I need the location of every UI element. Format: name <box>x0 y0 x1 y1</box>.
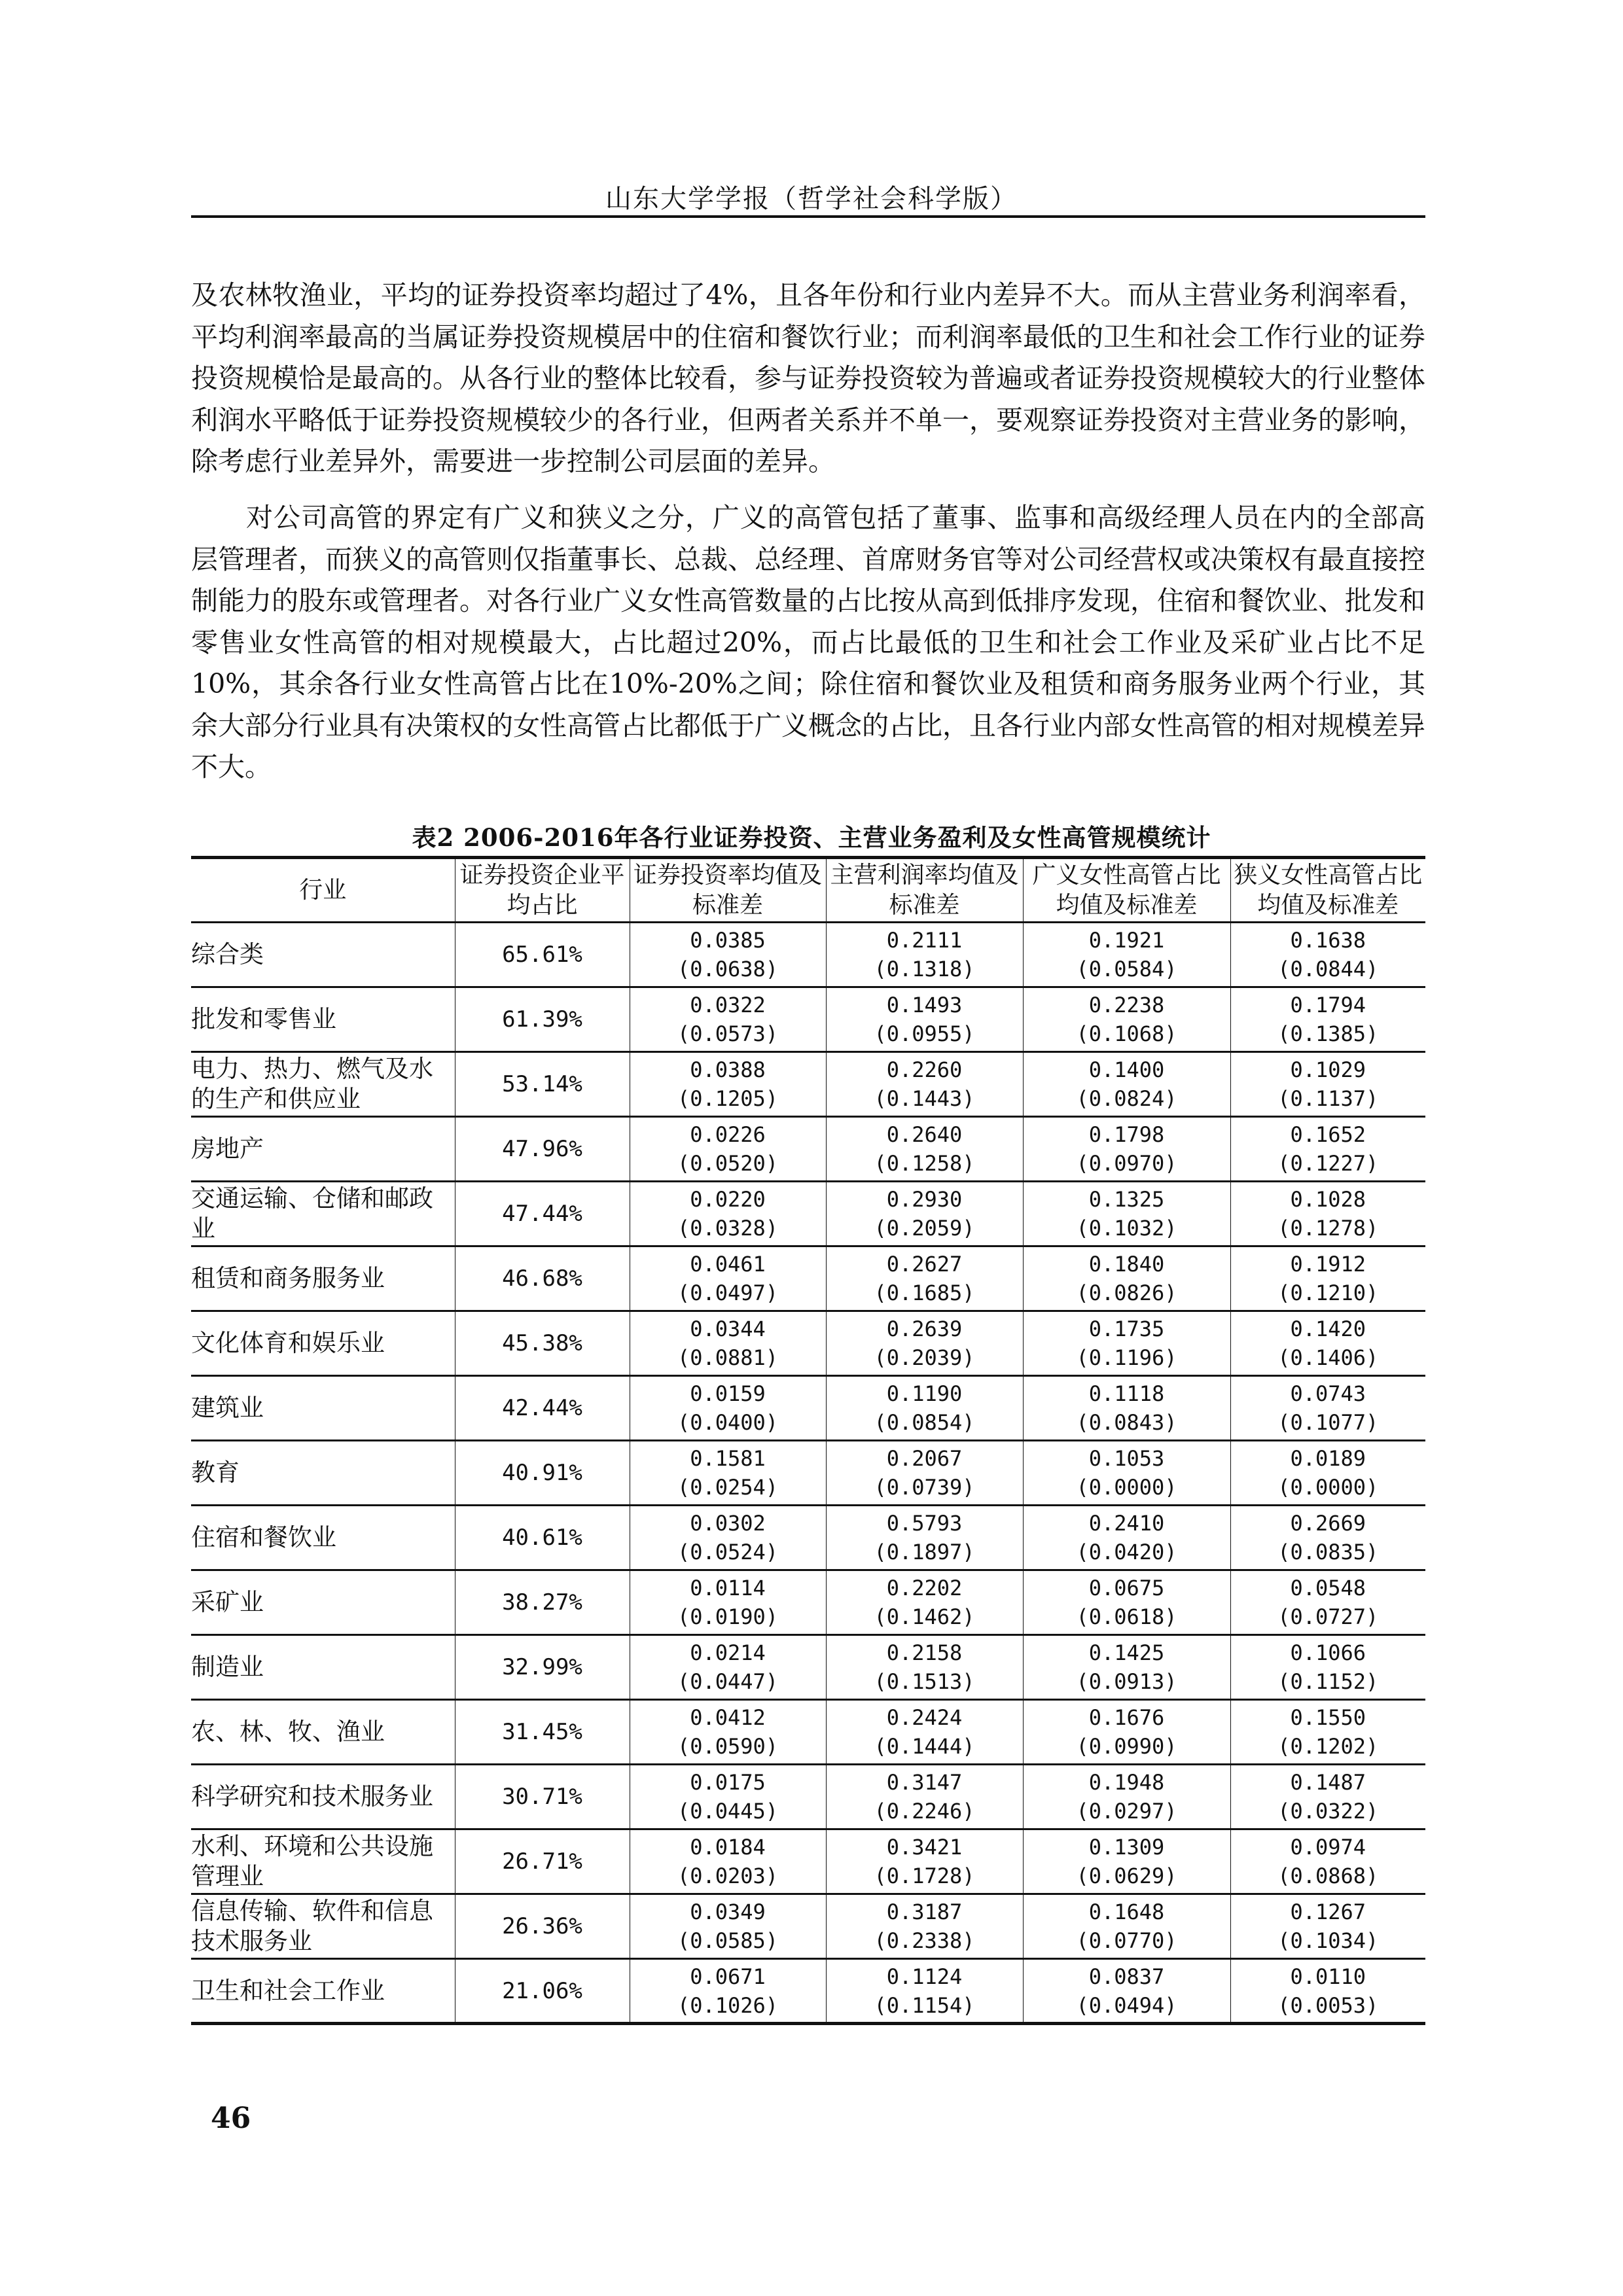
std-dev-value: (0.1897) <box>874 1540 975 1564</box>
std-dev-value: (0.0955) <box>874 1021 975 1046</box>
table-row <box>191 1894 1425 1959</box>
securities-rate-cell <box>630 1506 826 1570</box>
profit-rate-cell <box>826 1635 1023 1700</box>
profit-rate-cell <box>826 1506 1023 1570</box>
mean-value: 0.1124 <box>886 1964 963 1989</box>
narrow-female-exec-cell <box>1230 1182 1425 1246</box>
page-number: 46 <box>211 2102 251 2135</box>
securities-share: 47.44% <box>455 1182 630 1246</box>
narrow-female-exec-cell <box>1230 1376 1425 1441</box>
std-dev-value: (0.1154) <box>874 1992 975 2018</box>
header-rule <box>191 215 1425 218</box>
mean-value: 0.1550 <box>1290 1705 1366 1730</box>
column-header-industry: 行业 <box>191 858 455 923</box>
column-header-narrow-female-exec: 狭义女性高管占比均值及标准差 <box>1230 858 1425 923</box>
std-dev-value: (0.0844) <box>1277 957 1379 981</box>
std-dev-value: (0.1077) <box>1277 1410 1379 1435</box>
mean-value: 0.1420 <box>1290 1316 1366 1341</box>
industry-name: 交通运输、仓储和邮政业 <box>191 1182 455 1246</box>
mean-value: 0.1840 <box>1088 1252 1165 1277</box>
mean-value: 0.0388 <box>690 1057 766 1082</box>
industry-stats-table <box>191 856 1425 2025</box>
std-dev-value: (0.0203) <box>677 1863 779 1888</box>
broad-female-exec-cell <box>1023 1635 1230 1700</box>
broad-female-exec-cell <box>1023 1052 1230 1117</box>
narrow-female-exec-cell <box>1230 1765 1425 1829</box>
broad-female-exec-cell <box>1023 1506 1230 1570</box>
narrow-female-exec-cell <box>1230 1311 1425 1376</box>
mean-value: 0.3421 <box>886 1835 963 1860</box>
mean-value: 0.1948 <box>1088 1770 1165 1795</box>
profit-rate-cell <box>826 1117 1023 1182</box>
mean-value: 0.1581 <box>690 1446 766 1471</box>
table-row <box>191 1182 1425 1246</box>
mean-value: 0.1400 <box>1088 1057 1165 1082</box>
mean-value: 0.1118 <box>1088 1381 1165 1406</box>
mean-value: 0.3187 <box>886 1899 963 1924</box>
std-dev-value: (0.1034) <box>1277 1928 1379 1953</box>
table-row <box>191 987 1425 1052</box>
broad-female-exec-cell <box>1023 1959 1230 2024</box>
mean-value: 0.1493 <box>886 993 963 1017</box>
securities-share: 40.61% <box>455 1506 630 1570</box>
mean-value: 0.1190 <box>886 1381 963 1406</box>
mean-value: 0.1652 <box>1290 1122 1366 1147</box>
mean-value: 0.2410 <box>1088 1511 1165 1536</box>
securities-share: 32.99% <box>455 1635 630 1700</box>
securities-share: 53.14% <box>455 1052 630 1117</box>
industry-name: 房地产 <box>191 1117 455 1182</box>
std-dev-value: (0.1406) <box>1277 1345 1379 1370</box>
std-dev-value: (0.1513) <box>874 1669 975 1694</box>
table-row <box>191 1959 1425 2024</box>
profit-rate-cell <box>826 1829 1023 1894</box>
profit-rate-cell <box>826 1765 1023 1829</box>
std-dev-value: (0.0254) <box>677 1475 779 1500</box>
std-dev-value: (0.0727) <box>1277 1604 1379 1629</box>
std-dev-value: (0.1137) <box>1277 1086 1379 1111</box>
table-row <box>191 1700 1425 1765</box>
securities-rate-cell <box>630 1117 826 1182</box>
mean-value: 0.0743 <box>1290 1381 1366 1406</box>
mean-value: 0.0114 <box>690 1576 766 1600</box>
std-dev-value: (0.0497) <box>677 1280 779 1305</box>
mean-value: 0.2238 <box>1088 993 1165 1017</box>
std-dev-value: (0.1210) <box>1277 1280 1379 1305</box>
profit-rate-cell <box>826 1311 1023 1376</box>
mean-value: 0.0675 <box>1088 1576 1165 1600</box>
mean-value: 0.1487 <box>1290 1770 1366 1795</box>
mean-value: 0.5793 <box>886 1511 963 1536</box>
industry-name: 科学研究和技术服务业 <box>191 1765 455 1829</box>
table-row <box>191 1829 1425 1894</box>
profit-rate-cell <box>826 1570 1023 1635</box>
mean-value: 0.1921 <box>1088 928 1165 953</box>
mean-value: 0.0548 <box>1290 1576 1366 1600</box>
mean-value: 0.0349 <box>690 1899 766 1924</box>
industry-name: 批发和零售业 <box>191 987 455 1052</box>
securities-share: 45.38% <box>455 1311 630 1376</box>
industry-name: 租赁和商务服务业 <box>191 1246 455 1311</box>
mean-value: 0.0671 <box>690 1964 766 1989</box>
mean-value: 0.2930 <box>886 1187 963 1212</box>
mean-value: 0.1029 <box>1290 1057 1366 1082</box>
securities-rate-cell <box>630 1376 826 1441</box>
mean-value: 0.1425 <box>1088 1640 1165 1665</box>
industry-name: 农、林、牧、渔业 <box>191 1700 455 1765</box>
narrow-female-exec-cell <box>1230 987 1425 1052</box>
std-dev-value: (0.1685) <box>874 1280 975 1305</box>
securities-rate-cell <box>630 1311 826 1376</box>
securities-rate-cell <box>630 1182 826 1246</box>
industry-name: 住宿和餐饮业 <box>191 1506 455 1570</box>
std-dev-value: (0.2246) <box>874 1799 975 1824</box>
std-dev-value: (0.0970) <box>1076 1151 1177 1176</box>
std-dev-value: (0.0322) <box>1277 1799 1379 1824</box>
std-dev-value: (0.0854) <box>874 1410 975 1435</box>
paragraph-text: 对公司高管的界定有广义和狭义之分，广义的高管包括了董事、监事和高级经理人员在内的全部高层管理者，而狭义的高管则仅指董事长、总裁、总经理、首席财务官等对公司经营权或决策权有最直接控制能力的股东或管理者。对各行业广义女性高管数量的占比按从高到低排序发现，住宿和餐饮业、批发和零售业女性高管的相对规模最大，占比超过20%，而占比最低的卫生和社会工作业及采矿业占比不足10%，其余各行业女性高管占比在10%-20%之间；除住宿和餐饮业及租赁和商务服务业两个行业，其余大部分行业具有决策权的女性高管占比都低于广义概念的占比，且各行业内部女性高管的相对规模差异不大。 <box>191 502 1425 783</box>
broad-female-exec-cell <box>1023 1376 1230 1441</box>
std-dev-value: (0.0053) <box>1277 1992 1379 2018</box>
mean-value: 0.2111 <box>886 928 963 953</box>
securities-share: 31.45% <box>455 1700 630 1765</box>
std-dev-value: (0.0447) <box>677 1669 779 1694</box>
mean-value: 0.1676 <box>1088 1705 1165 1730</box>
running-head: 山东大学学报（哲学社会科学版） <box>605 184 1018 214</box>
std-dev-value: (0.1258) <box>874 1151 975 1176</box>
body-paragraph-2 <box>191 497 1425 788</box>
securities-rate-cell <box>630 1959 826 2024</box>
std-dev-value: (0.0400) <box>677 1410 779 1435</box>
table-row <box>191 1246 1425 1311</box>
std-dev-value: (0.1728) <box>874 1863 975 1888</box>
securities-share: 26.36% <box>455 1894 630 1959</box>
std-dev-value: (0.0913) <box>1076 1669 1177 1694</box>
mean-value: 0.0184 <box>690 1835 766 1860</box>
std-dev-value: (0.0000) <box>1076 1475 1177 1500</box>
industry-name: 采矿业 <box>191 1570 455 1635</box>
mean-value: 0.0837 <box>1088 1964 1165 1989</box>
securities-rate-cell <box>630 1246 826 1311</box>
std-dev-value: (0.0585) <box>677 1928 779 1953</box>
mean-value: 0.2627 <box>886 1252 963 1277</box>
mean-value: 0.0302 <box>690 1511 766 1536</box>
industry-name: 综合类 <box>191 940 264 968</box>
table-body <box>191 923 1425 2024</box>
broad-female-exec-cell <box>1023 1700 1230 1765</box>
std-dev-value: (0.0590) <box>677 1734 779 1759</box>
securities-share: 42.44% <box>455 1376 630 1441</box>
mean-value: 0.1028 <box>1290 1187 1366 1212</box>
mean-value: 0.0344 <box>690 1316 766 1341</box>
industry-name: 卫生和社会工作业 <box>191 1959 455 2024</box>
std-dev-value: (0.1278) <box>1277 1216 1379 1241</box>
securities-share: 30.71% <box>455 1765 630 1829</box>
mean-value: 0.2424 <box>886 1705 963 1730</box>
table-caption: 表2 2006-2016年各行业证券投资、主营业务盈利及女性高管规模统计 <box>412 823 1211 852</box>
table-row <box>191 1311 1425 1376</box>
industry-name: 信息传输、软件和信息技术服务业 <box>191 1894 455 1959</box>
mean-value: 0.0385 <box>690 928 766 953</box>
narrow-female-exec-cell <box>1230 1246 1425 1311</box>
std-dev-value: (0.0843) <box>1076 1410 1177 1435</box>
std-dev-value: (0.0826) <box>1076 1280 1177 1305</box>
securities-rate-cell <box>630 1441 826 1506</box>
narrow-female-exec-cell <box>1230 1635 1425 1700</box>
std-dev-value: (0.0584) <box>1076 957 1177 981</box>
std-dev-value: (0.2039) <box>874 1345 975 1370</box>
mean-value: 0.3147 <box>886 1770 963 1795</box>
broad-female-exec-cell <box>1023 1765 1230 1829</box>
profit-rate-cell <box>826 1441 1023 1506</box>
profit-rate-cell <box>826 1246 1023 1311</box>
table-row <box>191 1376 1425 1441</box>
profit-rate-cell <box>826 1959 1023 2024</box>
profit-rate-cell <box>826 1182 1023 1246</box>
broad-female-exec-cell <box>1023 1570 1230 1635</box>
industry-name: 制造业 <box>191 1635 455 1700</box>
mean-value: 0.0220 <box>690 1187 766 1212</box>
std-dev-value: (0.2338) <box>874 1928 975 1953</box>
mean-value: 0.1794 <box>1290 993 1366 1017</box>
std-dev-value: (0.1202) <box>1277 1734 1379 1759</box>
std-dev-value: (0.0990) <box>1076 1734 1177 1759</box>
securities-rate-cell <box>630 1052 826 1117</box>
std-dev-value: (0.0420) <box>1076 1540 1177 1564</box>
securities-rate-cell <box>630 1570 826 1635</box>
mean-value: 0.1912 <box>1290 1252 1366 1277</box>
mean-value: 0.0322 <box>690 993 766 1017</box>
industry-name: 教育 <box>191 1441 455 1506</box>
table-row <box>191 1570 1425 1635</box>
securities-rate-cell <box>630 923 826 987</box>
std-dev-value: (0.0835) <box>1277 1540 1379 1564</box>
column-header-securities-rate: 证券投资率均值及标准差 <box>630 858 826 923</box>
std-dev-value: (0.1196) <box>1076 1345 1177 1370</box>
std-dev-value: (0.2059) <box>874 1216 975 1241</box>
mean-value: 0.0226 <box>690 1122 766 1147</box>
securities-rate-cell <box>630 1700 826 1765</box>
broad-female-exec-cell <box>1023 1311 1230 1376</box>
mean-value: 0.2640 <box>886 1122 963 1147</box>
std-dev-value: (0.0868) <box>1277 1863 1379 1888</box>
table-row <box>191 1635 1425 1700</box>
body-paragraph-1 <box>191 275 1425 483</box>
std-dev-value: (0.0881) <box>677 1345 779 1370</box>
mean-value: 0.1735 <box>1088 1316 1165 1341</box>
securities-share: 65.61% <box>455 923 630 987</box>
profit-rate-cell <box>826 987 1023 1052</box>
broad-female-exec-cell <box>1023 1246 1230 1311</box>
std-dev-value: (0.1068) <box>1076 1021 1177 1046</box>
std-dev-value: (0.1318) <box>874 957 975 981</box>
profit-rate-cell <box>826 1700 1023 1765</box>
mean-value: 0.0175 <box>690 1770 766 1795</box>
std-dev-value: (0.1227) <box>1277 1151 1379 1176</box>
column-header-share: 证券投资企业平均占比 <box>455 858 630 923</box>
narrow-female-exec-cell <box>1230 1570 1425 1635</box>
std-dev-value: (0.1026) <box>677 1992 779 2018</box>
broad-female-exec-cell <box>1023 1182 1230 1246</box>
industry-name: 建筑业 <box>191 1376 455 1441</box>
securities-share: 61.39% <box>455 987 630 1052</box>
securities-share: 38.27% <box>455 1570 630 1635</box>
securities-share: 46.68% <box>455 1246 630 1311</box>
paragraph-text: 及农林牧渔业，平均的证券投资率均超过了4%，且各年份和行业内差异不大。而从主营业务利润率看，平均利润率最高的当属证券投资规模居中的住宿和餐饮行业；而利润率最低的卫生和社会工作行业的证券投资规模恰是最高的。从各行业的整体比较看，参与证券投资较为普遍或者证券投资规模较大的行业整体利润水平略低于证券投资规模较少的各行业，但两者关系并不单一，要观察证券投资对主营业务的影响，除考虑行业差异外，需要进一步控制公司层面的差异。 <box>191 279 1425 477</box>
table-row <box>191 1117 1425 1182</box>
table-row <box>191 1765 1425 1829</box>
securities-rate-cell <box>630 1829 826 1894</box>
securities-share: 26.71% <box>455 1829 630 1894</box>
std-dev-value: (0.0573) <box>677 1021 779 1046</box>
table-row <box>191 923 1425 987</box>
securities-rate-cell <box>630 1635 826 1700</box>
narrow-female-exec-cell <box>1230 1117 1425 1182</box>
std-dev-value: (0.1443) <box>874 1086 975 1111</box>
mean-value: 0.1309 <box>1088 1835 1165 1860</box>
securities-rate-cell <box>630 1894 826 1959</box>
mean-value: 0.0159 <box>690 1381 766 1406</box>
industry-name: 文化体育和娱乐业 <box>191 1311 455 1376</box>
std-dev-value: (0.0629) <box>1076 1863 1177 1888</box>
std-dev-value: (0.0520) <box>677 1151 779 1176</box>
std-dev-value: (0.0638) <box>677 957 779 981</box>
mean-value: 0.1267 <box>1290 1899 1366 1924</box>
broad-female-exec-cell <box>1023 1829 1230 1894</box>
mean-value: 0.0214 <box>690 1640 766 1665</box>
mean-value: 0.1325 <box>1088 1187 1165 1212</box>
std-dev-value: (0.0770) <box>1076 1928 1177 1953</box>
mean-value: 0.2639 <box>886 1316 963 1341</box>
std-dev-value: (0.0524) <box>677 1540 779 1564</box>
mean-value: 0.1648 <box>1088 1899 1165 1924</box>
std-dev-value: (0.1385) <box>1277 1021 1379 1046</box>
std-dev-value: (0.0618) <box>1076 1604 1177 1629</box>
std-dev-value: (0.0445) <box>677 1799 779 1824</box>
industry-name: 水利、环境和公共设施管理业 <box>191 1829 455 1894</box>
std-dev-value: (0.0824) <box>1076 1086 1177 1111</box>
std-dev-value: (0.1462) <box>874 1604 975 1629</box>
securities-share: 21.06% <box>455 1959 630 2024</box>
profit-rate-cell <box>826 1894 1023 1959</box>
narrow-female-exec-cell <box>1230 1506 1425 1570</box>
mean-value: 0.0412 <box>690 1705 766 1730</box>
profit-rate-cell <box>826 923 1023 987</box>
std-dev-value: (0.0297) <box>1076 1799 1177 1824</box>
mean-value: 0.2202 <box>886 1576 963 1600</box>
table-row <box>191 1441 1425 1506</box>
mean-value: 0.0189 <box>1290 1446 1366 1471</box>
mean-value: 0.1638 <box>1290 928 1366 953</box>
std-dev-value: (0.1205) <box>677 1086 779 1111</box>
mean-value: 0.0461 <box>690 1252 766 1277</box>
broad-female-exec-cell <box>1023 1894 1230 1959</box>
narrow-female-exec-cell <box>1230 1441 1425 1506</box>
narrow-female-exec-cell <box>1230 1829 1425 1894</box>
securities-share: 40.91% <box>455 1441 630 1506</box>
narrow-female-exec-cell <box>1230 1700 1425 1765</box>
broad-female-exec-cell <box>1023 923 1230 987</box>
profit-rate-cell <box>826 1052 1023 1117</box>
std-dev-value: (0.0739) <box>874 1475 975 1500</box>
broad-female-exec-cell <box>1023 1441 1230 1506</box>
securities-rate-cell <box>630 987 826 1052</box>
table-header-row <box>191 858 1425 923</box>
std-dev-value: (0.0328) <box>677 1216 779 1241</box>
broad-female-exec-cell <box>1023 1117 1230 1182</box>
narrow-female-exec-cell <box>1230 923 1425 987</box>
securities-share: 47.96% <box>455 1117 630 1182</box>
std-dev-value: (0.1152) <box>1277 1669 1379 1694</box>
mean-value: 0.1798 <box>1088 1122 1165 1147</box>
mean-value: 0.2260 <box>886 1057 963 1082</box>
broad-female-exec-cell <box>1023 987 1230 1052</box>
std-dev-value: (0.0190) <box>677 1604 779 1629</box>
std-dev-value: (0.1444) <box>874 1734 975 1759</box>
column-header-profit-rate: 主营利润率均值及标准差 <box>826 858 1023 923</box>
mean-value: 0.0974 <box>1290 1835 1366 1860</box>
std-dev-value: (0.1032) <box>1076 1216 1177 1241</box>
mean-value: 0.1066 <box>1290 1640 1366 1665</box>
narrow-female-exec-cell <box>1230 1894 1425 1959</box>
mean-value: 0.2669 <box>1290 1511 1366 1536</box>
mean-value: 0.1053 <box>1088 1446 1165 1471</box>
profit-rate-cell <box>826 1376 1023 1441</box>
narrow-female-exec-cell <box>1230 1052 1425 1117</box>
narrow-female-exec-cell <box>1230 1959 1425 2024</box>
mean-value: 0.0110 <box>1290 1964 1366 1989</box>
mean-value: 0.2158 <box>886 1640 963 1665</box>
std-dev-value: (0.0000) <box>1277 1475 1379 1500</box>
table-row <box>191 1506 1425 1570</box>
industry-name: 电力、热力、燃气及水的生产和供应业 <box>191 1052 455 1117</box>
table-row <box>191 1052 1425 1117</box>
column-header-broad-female-exec: 广义女性高管占比均值及标准差 <box>1023 858 1230 923</box>
mean-value: 0.2067 <box>886 1446 963 1471</box>
std-dev-value: (0.0494) <box>1076 1992 1177 2018</box>
securities-rate-cell <box>630 1765 826 1829</box>
